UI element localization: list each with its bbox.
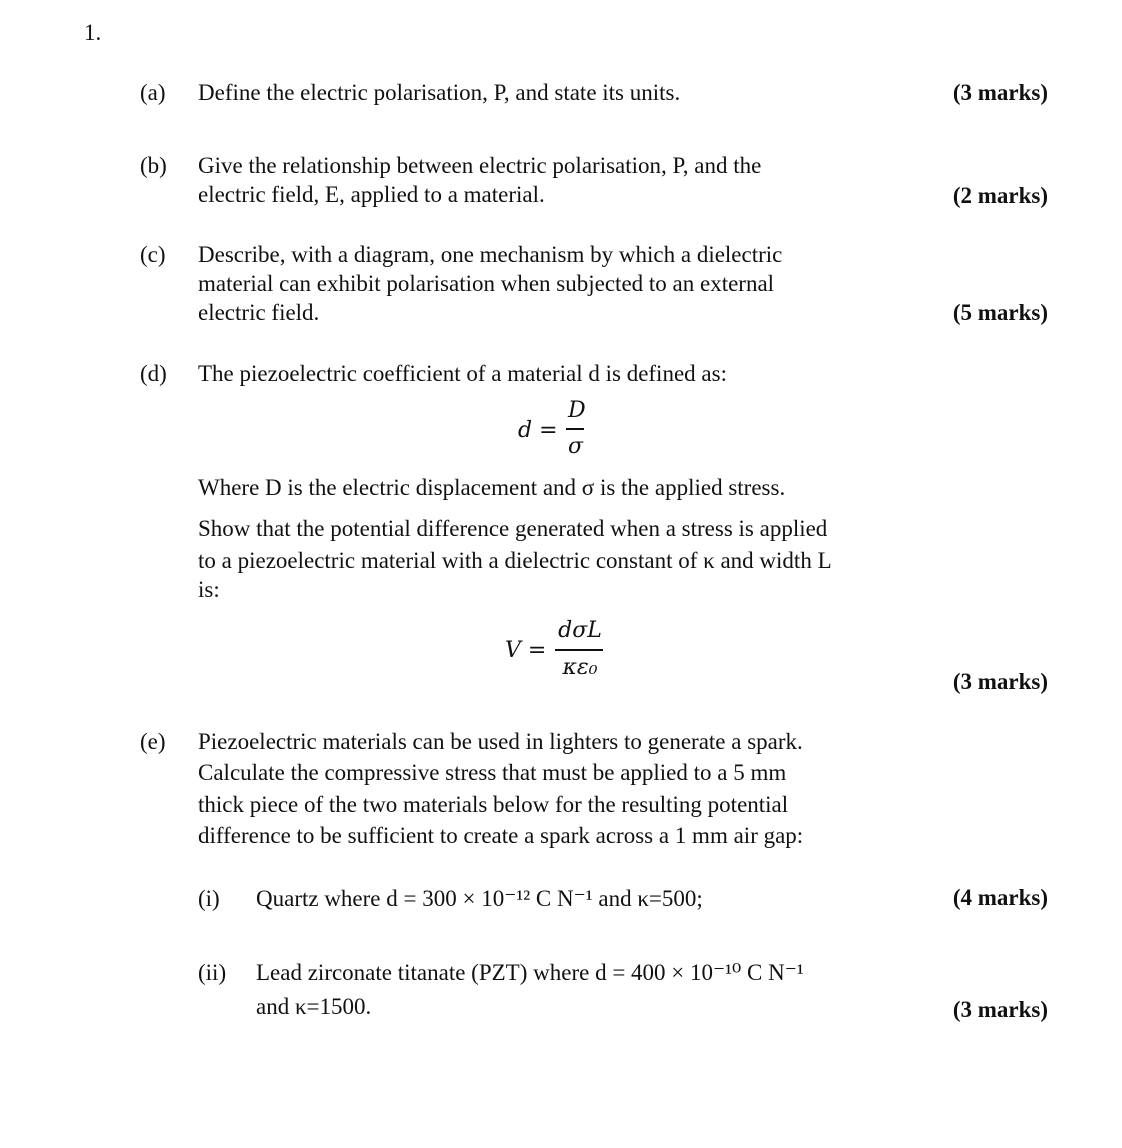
part-d-show1: Show that the potential difference generated when a stress is applied: [198, 516, 828, 541]
fraction-bar: [566, 428, 584, 430]
equation-numerator: dσL: [558, 618, 602, 643]
part-b-label: (b): [140, 153, 167, 178]
part-e-ii-line1: Lead zirconate titanate (PZT) where d = 400 × 10⁻¹⁰ C N⁻¹: [256, 960, 804, 985]
part-d-show3: is:: [198, 577, 220, 602]
part-e-i-text: Quartz where d = 300 × 10⁻¹² C N⁻¹ and κ=500;: [256, 886, 703, 911]
part-d-show2: to a piezoelectric material with a dielectric constant of κ and width L: [198, 548, 832, 573]
equation-d-definition: [518, 398, 598, 468]
question-number: 1.: [84, 20, 102, 45]
part-e-i-marks: (4 marks): [952, 885, 1048, 910]
part-e-line3: thick piece of the two materials below for the resulting potential: [198, 792, 789, 817]
part-a-text: Define the electric polarisation, P, and state its units.: [198, 80, 681, 105]
equation-lhs: d =: [518, 418, 558, 443]
part-d-where: Where D is the electric displacement and σ is the applied stress.: [198, 475, 786, 500]
fraction-bar: [555, 649, 603, 651]
part-a-marks: (3 marks): [952, 80, 1048, 105]
part-c-line2: material can exhibit polarisation when subjected to an external: [198, 271, 775, 296]
part-e-ii-line2: and κ=1500.: [256, 994, 372, 1019]
part-e-line1: Piezoelectric materials can be used in lighters to generate a spark.: [198, 729, 803, 754]
part-b-line2: electric field, E, applied to a material.: [198, 182, 545, 207]
part-c-marks: (5 marks): [952, 300, 1048, 325]
equation-denominator: σ: [568, 434, 584, 459]
part-c-line3: electric field.: [198, 300, 320, 325]
part-e-ii-marks: (3 marks): [952, 997, 1048, 1022]
part-e-label: (e): [140, 729, 166, 754]
part-e-line4: difference to be sufficient to create a spark across a 1 mm air gap:: [198, 823, 804, 848]
part-c-label: (c): [140, 242, 166, 267]
part-e-i-label: (i): [198, 886, 220, 911]
part-a-label: (a): [140, 80, 166, 105]
part-d-marks: (3 marks): [952, 669, 1048, 694]
equation-lhs: V =: [505, 638, 547, 663]
part-d-intro: The piezoelectric coefficient of a material d is defined as:: [198, 361, 727, 386]
part-c-line1: Describe, with a diagram, one mechanism by which a dielectric: [198, 242, 783, 267]
part-b-line1: Give the relationship between electric polarisation, P, and the: [198, 153, 762, 178]
part-e-line2: Calculate the compressive stress that must be applied to a 5 mm: [198, 760, 787, 785]
equation-numerator: D: [568, 398, 586, 423]
equation-potential-difference: [505, 618, 615, 688]
part-b-marks: (2 marks): [952, 183, 1048, 208]
part-d-label: (d): [140, 361, 167, 386]
equation-denominator: κε₀: [562, 655, 598, 680]
part-e-ii-label: (ii): [198, 960, 227, 985]
